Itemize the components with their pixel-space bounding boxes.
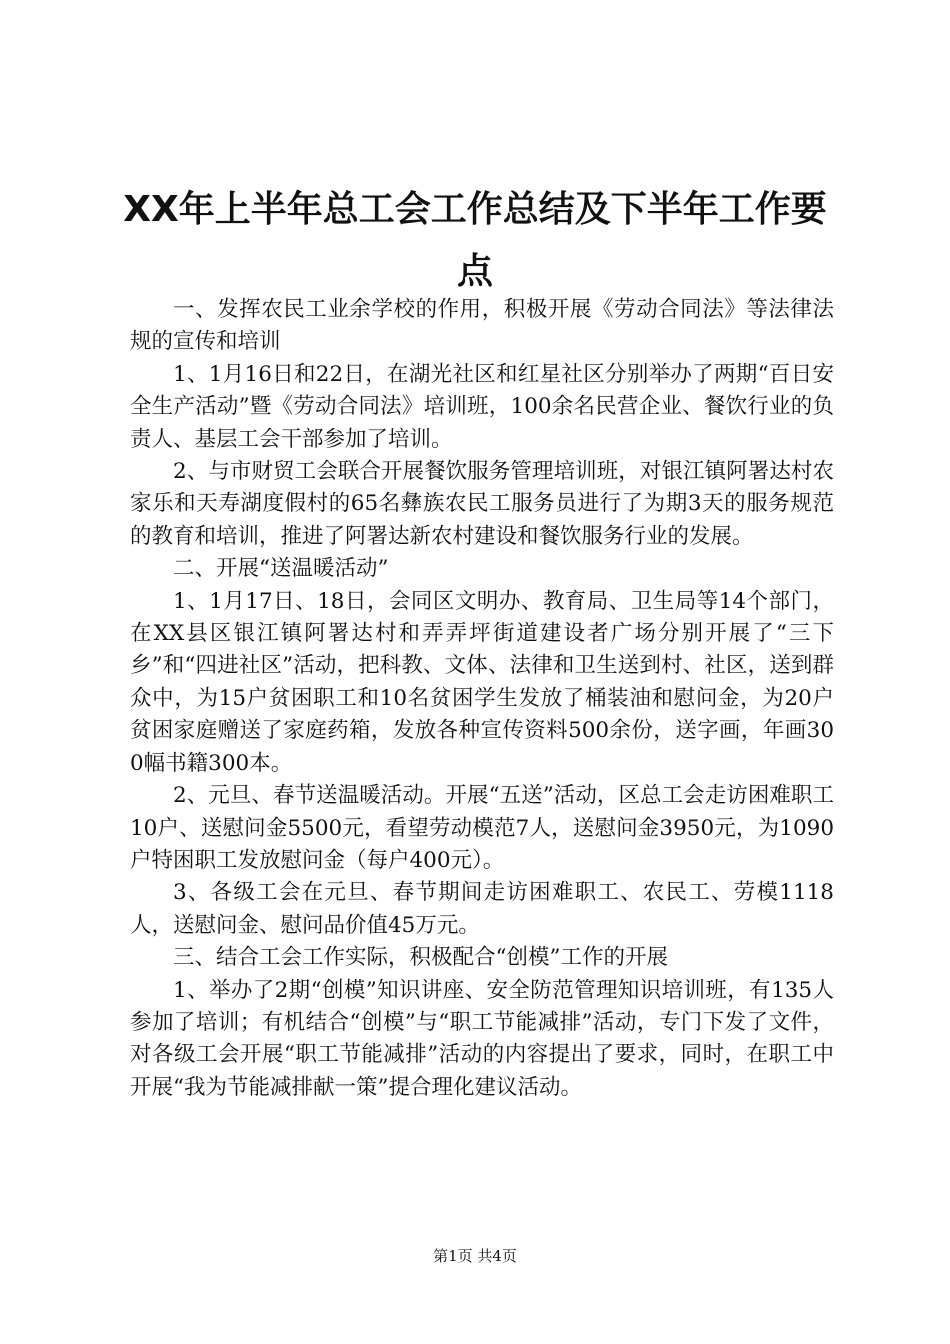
section-heading-2: 二、开展“送温暖活动” bbox=[173, 556, 389, 582]
body-paragraph: 1、举办了2期“创模”知识讲座、安全防范管理知识培训班，有135人参加了培训；有机结合“创模”与“职工节能减排”活动，专门下发了文件，对各级工会开展“职工节能减排”活动的内容提出了要求，同时，在职工中开展“我为节能减排献一策”提合理化建议活动。 bbox=[130, 977, 834, 1100]
body-paragraph: 2、与市财贸工会联合开展餐饮服务管理培训班，对银江镇阿署达村农家乐和天寿湖度假村的65名彝族农民工服务员进行了为期3天的服务规范的教育和培训，推进了阿署达新农村建设和餐饮服务行业的发展。 bbox=[130, 459, 834, 549]
body-paragraph: 3、各级工会在元旦、春节期间走访困难职工、农民工、劳模1118人，送慰问金、慰问品价值45万元。 bbox=[130, 880, 834, 938]
body-paragraph: 1、1月17日、18日，会同区文明办、教育局、卫生局等14个部门，在XX县区银江镇阿署达村和弄弄坪街道建设者广场分别开展了“三下乡”和“四进社区”活动，把科教、文体、法律和卫生送到村、社区，送到群众中，为15户贫困职工和10名贫困学生发放了桶装油和慰问金，为20户贫困家庭赠送了家庭药箱，发放各种宣传资料500余份，送字画，年画300幅书籍300本。 bbox=[130, 588, 834, 776]
document-title-line-1: XX年上半年总工会工作总结及下半年工作要 bbox=[123, 189, 827, 230]
body-paragraph: 1、1月16日和22日，在湖光社区和红星社区分别举办了两期“百日安全生产活动”暨《劳动合同法》培训班，100余名民营企业、餐饮行业的负责人、基层工会干部参加了培训。 bbox=[130, 361, 834, 452]
document-title-line-2: 点 bbox=[456, 251, 493, 292]
section-heading-3: 三、结合工会工作实际，积极配合“创模”工作的开展 bbox=[173, 945, 668, 971]
page-indicator: 第1页 共4页 bbox=[433, 1247, 517, 1265]
body-paragraph: 2、元旦、春节送温暖活动。开展“五送”活动，区总工会走访困难职工10户、送慰问金5500元，看望劳动模范7人，送慰问金3950元，为1090户特困职工发放慰问金（每户400元）。 bbox=[130, 783, 834, 873]
section-heading-1: 一、发挥农民工业余学校的作用，积极开展《劳动合同法》等法律法规的宣传和培训 bbox=[130, 297, 834, 355]
document-body bbox=[130, 294, 834, 1104]
